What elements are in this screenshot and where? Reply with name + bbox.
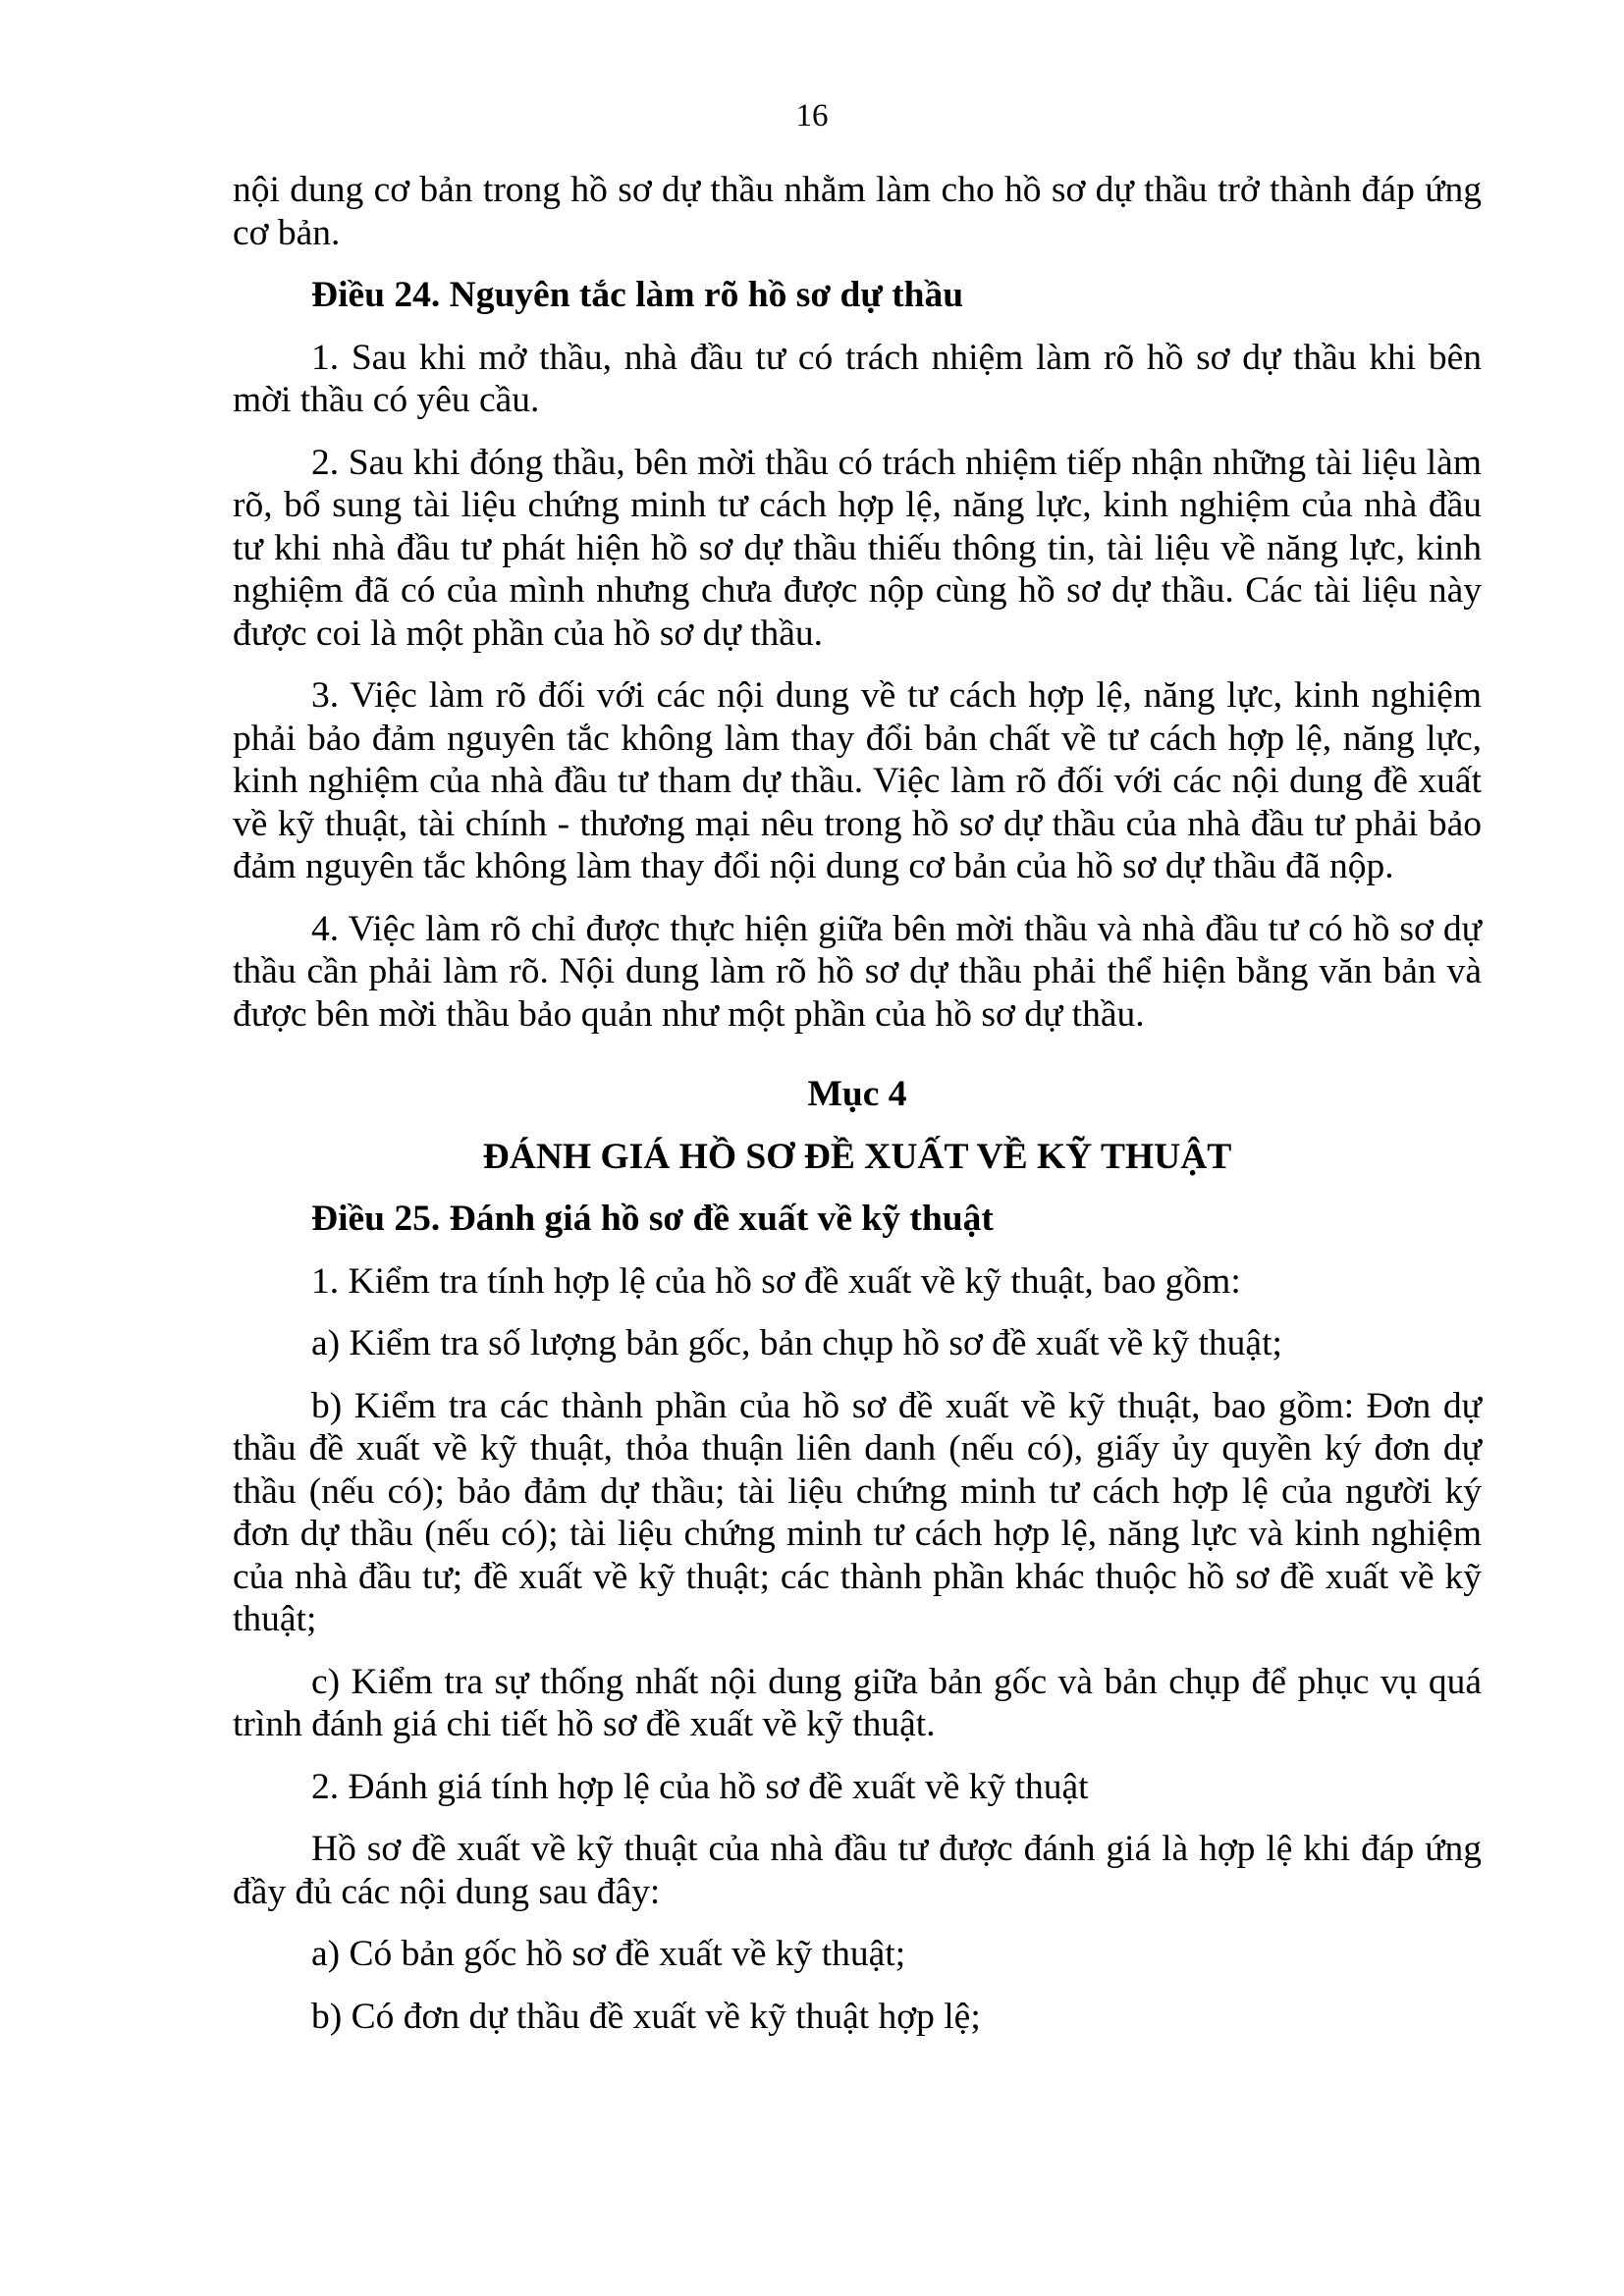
section-label: Mục 4 [807,1074,907,1114]
article-25-clause-1b: b) Kiểm tra các thành phần của hồ sơ đề xuất về kỹ thuật, bao gồm: Đơn dự thầu đề xuất về kỹ thuật, thỏa thuận liên danh (nếu có), giấy ủy quyền ký đơn dự thầu (nếu có); bảo đảm dự thầu; tài liệu chứng minh tư cách hợp lệ của người ký đơn dự thầu (nếu có); tài liệu chứng minh tư cách hợp lệ, năng lực và kinh nghiệm của nhà đầu tư; đề xuất về kỹ thuật; các thành phần khác thuộc hồ sơ đề xuất về kỹ thuật; [233,1385,1482,1639]
paragraph-continuation: nội dung cơ bản trong hồ sơ dự thầu nhằm làm cho hồ sơ dự thầu trở thành đáp ứng cơ bản. [233,170,1482,253]
article-25-clause-1a: a) Kiểm tra số lượng bản gốc, bản chụp hồ sơ đề xuất về kỹ thuật; [311,1323,1282,1363]
article-25-clause-2: 2. Đánh giá tính hợp lệ của hồ sơ đề xuất về kỹ thuật [311,1766,1089,1807]
article-25-clause-2a: a) Có bản gốc hồ sơ đề xuất về kỹ thuật; [311,1934,906,1974]
article-25-heading: Điều 25. Đánh giá hồ sơ đề xuất về kỹ thuật [311,1199,994,1239]
document-body [233,169,1482,2057]
article-25-clause-1: 1. Kiểm tra tính hợp lệ của hồ sơ đề xuất về kỹ thuật, bao gồm: [311,1260,1241,1302]
article-25-clause-2-intro: Hồ sơ đề xuất về kỹ thuật của nhà đầu tư được đánh giá là hợp lệ khi đáp ứng đầy đủ các nội dung sau đây: [233,1829,1482,1912]
article-24-heading: Điều 24. Nguyên tắc làm rõ hồ sơ dự thầu [311,275,964,315]
article-25-clause-2b: b) Có đơn dự thầu đề xuất về kỹ thuật hợp lệ; [311,1996,981,2037]
article-24-clause-1: 1. Sau khi mở thầu, nhà đầu tư có trách nhiệm làm rõ hồ sơ dự thầu khi bên mời thầu có yêu cầu. [233,337,1482,420]
page-number: 16 [795,98,829,133]
section-title: ĐÁNH GIÁ HỒ SƠ ĐỀ XUẤT VỀ KỸ THUẬT [482,1136,1232,1177]
article-25-clause-1c: c) Kiểm tra sự thống nhất nội dung giữa bản gốc và bản chụp để phục vụ quá trình đánh giá chi tiết hồ sơ đề xuất về kỹ thuật. [233,1661,1482,1744]
article-24-clause-3: 3. Việc làm rõ đối với các nội dung về tư cách hợp lệ, năng lực, kinh nghiệm phải bảo đảm nguyên tắc không làm thay đổi bản chất về tư cách hợp lệ, năng lực, kinh nghiệm của nhà đầu tư tham dự thầu. Việc làm rõ đối với các nội dung đề xuất về kỹ thuật, tài chính - thương mại nêu trong hồ sơ dự thầu của nhà đầu tư phải bảo đảm nguyên tắc không làm thay đổi nội dung cơ bản của hồ sơ dự thầu đã nộp. [233,675,1482,886]
article-24-clause-2: 2. Sau khi đóng thầu, bên mời thầu có trách nhiệm tiếp nhận những tài liệu làm rõ, bổ sung tài liệu chứng minh tư cách hợp lệ, năng lực, kinh nghiệm của nhà đầu tư khi nhà đầu tư phát hiện hồ sơ dự thầu thiếu thông tin, tài liệu về năng lực, kinh nghiệm đã có của mình nhưng chưa được nộp cùng hồ sơ dự thầu. Các tài liệu này được coi là một phần của hồ sơ dự thầu. [233,442,1482,654]
article-24-clause-4: 4. Việc làm rõ chỉ được thực hiện giữa bên mời thầu và nhà đầu tư có hồ sơ dự thầu cần phải làm rõ. Nội dung làm rõ hồ sơ dự thầu phải thể hiện bằng văn bản và được bên mời thầu bảo quản như một phần của hồ sơ dự thầu. [233,908,1482,1035]
